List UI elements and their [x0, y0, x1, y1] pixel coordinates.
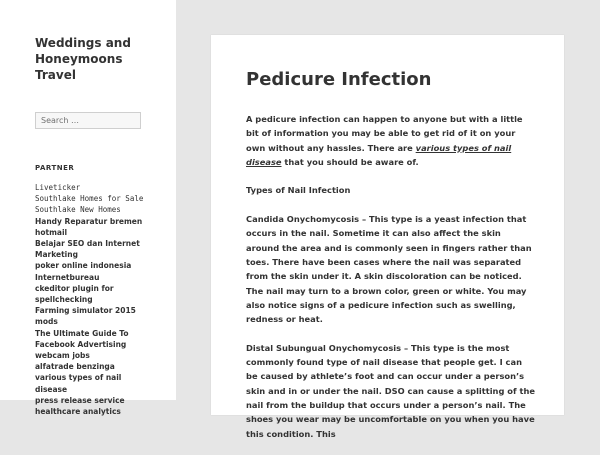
partner-link[interactable]: Southlake Homes for Sale — [35, 194, 144, 204]
types-subheading: Types of Nail Infection — [246, 185, 351, 196]
partner-link[interactable]: hotmail — [35, 227, 68, 237]
intro-text-after: that you should be aware of. — [281, 156, 419, 167]
site-title[interactable]: Weddings and Honeymoons Travel — [35, 36, 131, 82]
nail-disease-link[interactable]: various types of nail disease — [246, 142, 512, 167]
partner-link[interactable]: Farming simulator 2015 — [35, 306, 136, 316]
partner-link[interactable]: Marketing — [35, 250, 78, 260]
partner-link[interactable]: press release service — [35, 395, 125, 405]
partner-link[interactable]: Liveticker — [35, 183, 81, 192]
intro-paragraph — [246, 112, 536, 169]
partner-link[interactable]: Handy Reparatur bremen — [35, 216, 143, 226]
partner-list — [35, 182, 170, 417]
partner-link[interactable]: various types of nail — [35, 373, 122, 383]
partner-link[interactable]: Internetbureau — [35, 272, 100, 282]
search-input[interactable] — [35, 112, 141, 129]
partner-link[interactable]: disease — [35, 384, 68, 394]
partner-link[interactable]: Facebook Advertising — [35, 339, 127, 349]
partner-link[interactable]: Belajar SEO dan Internet — [35, 239, 140, 249]
partner-link[interactable]: poker online indonesia — [35, 261, 132, 271]
post-body — [246, 112, 536, 455]
post-article — [211, 35, 564, 439]
partner-heading: PARTNER — [35, 164, 75, 172]
partner-link[interactable]: healthcare analytics — [35, 407, 121, 417]
partner-link[interactable]: mods — [35, 317, 58, 327]
partner-link[interactable]: Southlake New Homes — [35, 205, 121, 215]
partner-link[interactable]: alfatrade benzinga — [35, 362, 115, 372]
distal-paragraph: Distal Subungual Onychomycosis – This type is the most commonly found type of nail disease that people get. I can be caused by athlete’s foot and can occur under a person’s skin and in or under the nail. DSO can cause a splitting of the nail from the buildup that occurs under a person’s nail. The shoes you wear may be uncomfortable on you when you have this condition. This — [246, 342, 535, 439]
post-title: Pedicure Infection — [246, 69, 432, 90]
intro-text-before: A pedicure infection can happen to anyone but with a little bit of information you may be able to get rid of it on your own without any hassles. There are — [246, 114, 523, 153]
partner-link[interactable]: The Ultimate Guide To — [35, 328, 129, 338]
partner-link[interactable]: spellchecking — [35, 295, 93, 305]
partner-link[interactable]: webcam jobs — [35, 351, 90, 361]
candida-paragraph: Candida Onychomycosis – This type is a yeast infection that occurs in the nail. Sometime it can also affect the skin around the area and is commonly seen in fingers rather than toes. There have been cases where the nail was separated from the skin under it. A skin discoloration can be noticed. The nail may turn to a brown color, green or white. You may also notice signs of a pedicure infection such as swelling, redness or heat. — [246, 214, 532, 325]
sidebar — [0, 0, 176, 417]
partner-link[interactable]: ckeditor plugin for — [35, 283, 114, 293]
